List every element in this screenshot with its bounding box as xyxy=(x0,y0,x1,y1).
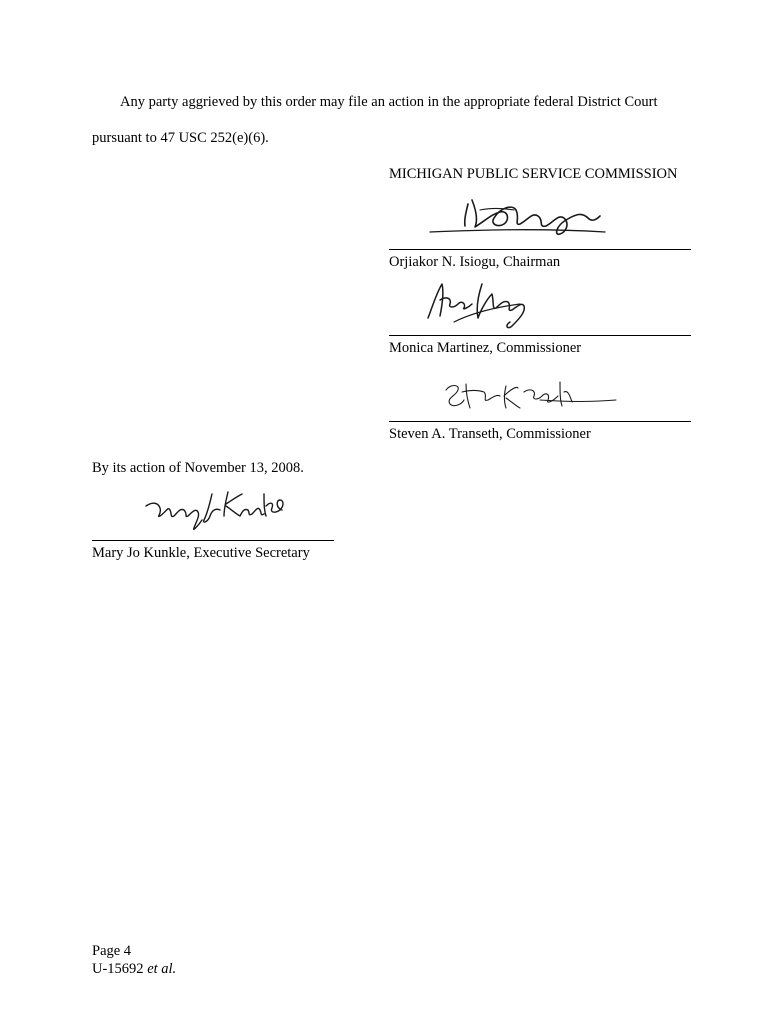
martinez-name: Monica Martinez, Commissioner xyxy=(389,340,582,356)
case-number xyxy=(92,961,176,978)
action-date-text: By its action of November 13, 2008. xyxy=(92,460,304,476)
paragraph-line-1: Any party aggrieved by this order may file an action in the appropriate federal District Court xyxy=(120,94,658,110)
transeth-signature xyxy=(440,378,620,414)
transeth-signature-line xyxy=(389,421,691,422)
secretary-signature xyxy=(142,486,292,532)
case-suffix: et al. xyxy=(147,961,177,977)
martinez-signature xyxy=(420,278,540,334)
chairman-name: Orjiakor N. Isiogu, Chairman xyxy=(389,254,561,270)
martinez-signature-line xyxy=(389,335,691,336)
chairman-signature xyxy=(420,190,620,240)
transeth-name: Steven A. Transeth, Commissioner xyxy=(389,426,591,442)
secretary-signature-line xyxy=(92,540,334,541)
commission-name: MICHIGAN PUBLIC SERVICE COMMISSION xyxy=(389,166,678,182)
case-number-text: U-15692 xyxy=(92,961,144,977)
chairman-signature-line xyxy=(389,249,691,250)
page-number: Page 4 xyxy=(92,943,132,959)
paragraph-line-2: pursuant to 47 USC 252(e)(6). xyxy=(92,130,269,146)
secretary-name: Mary Jo Kunkle, Executive Secretary xyxy=(92,545,310,561)
